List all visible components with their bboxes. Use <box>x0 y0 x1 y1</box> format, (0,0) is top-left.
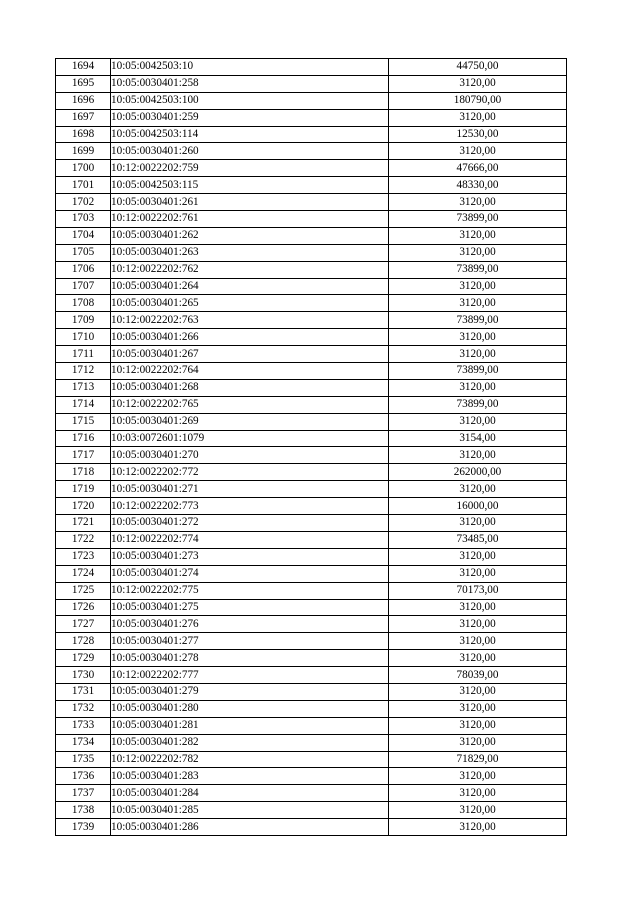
cadastral-number-cell: 10:05:0030401:283 <box>111 768 389 785</box>
row-number-cell: 1726 <box>56 599 111 616</box>
value-cell: 3120,00 <box>389 109 567 126</box>
value-cell: 3154,00 <box>389 430 567 447</box>
cadastral-number-cell: 10:05:0030401:270 <box>111 447 389 464</box>
cadastral-number-cell: 10:05:0042503:115 <box>111 177 389 194</box>
cadastral-number-cell: 10:05:0042503:10 <box>111 59 389 76</box>
cadastral-number-cell: 10:05:0030401:260 <box>111 143 389 160</box>
value-cell: 3120,00 <box>389 717 567 734</box>
row-number-cell: 1733 <box>56 717 111 734</box>
value-cell: 3120,00 <box>389 633 567 650</box>
value-cell: 3120,00 <box>389 515 567 532</box>
cadastral-number-cell: 10:12:0022202:765 <box>111 396 389 413</box>
cadastral-number-cell: 10:12:0022202:763 <box>111 312 389 329</box>
cadastral-number-cell: 10:05:0030401:263 <box>111 244 389 261</box>
row-number-cell: 1727 <box>56 616 111 633</box>
row-number-cell: 1722 <box>56 531 111 548</box>
table-row <box>56 717 567 734</box>
value-cell: 3120,00 <box>389 194 567 211</box>
table-row <box>56 667 567 684</box>
table-row <box>56 346 567 363</box>
value-cell: 3120,00 <box>389 481 567 498</box>
value-cell: 73899,00 <box>389 363 567 380</box>
table-row <box>56 363 567 380</box>
value-cell: 73899,00 <box>389 312 567 329</box>
cadastral-number-cell: 10:05:0030401:267 <box>111 346 389 363</box>
value-cell: 73485,00 <box>389 531 567 548</box>
value-cell: 73899,00 <box>389 396 567 413</box>
table-row <box>56 211 567 228</box>
value-cell: 3120,00 <box>389 616 567 633</box>
row-number-cell: 1717 <box>56 447 111 464</box>
row-number-cell: 1730 <box>56 667 111 684</box>
cadastral-number-cell: 10:05:0030401:275 <box>111 599 389 616</box>
cadastral-number-cell: 10:05:0042503:114 <box>111 126 389 143</box>
cadastral-number-cell: 10:05:0042503:100 <box>111 92 389 109</box>
cadastral-number-cell: 10:05:0030401:285 <box>111 802 389 819</box>
row-number-cell: 1703 <box>56 211 111 228</box>
row-number-cell: 1699 <box>56 143 111 160</box>
value-cell: 3120,00 <box>389 379 567 396</box>
table-row <box>56 177 567 194</box>
cadastral-number-cell: 10:05:0030401:272 <box>111 515 389 532</box>
row-number-cell: 1698 <box>56 126 111 143</box>
cadastral-number-cell: 10:05:0030401:266 <box>111 329 389 346</box>
row-number-cell: 1709 <box>56 312 111 329</box>
row-number-cell: 1716 <box>56 430 111 447</box>
value-cell: 3120,00 <box>389 244 567 261</box>
table-row <box>56 565 567 582</box>
value-cell: 44750,00 <box>389 59 567 76</box>
row-number-cell: 1711 <box>56 346 111 363</box>
table-row <box>56 633 567 650</box>
table-row <box>56 768 567 785</box>
table-row <box>56 481 567 498</box>
row-number-cell: 1705 <box>56 244 111 261</box>
table-row <box>56 734 567 751</box>
value-cell: 73899,00 <box>389 211 567 228</box>
table-row <box>56 312 567 329</box>
cadastral-number-cell: 10:05:0030401:280 <box>111 700 389 717</box>
value-cell: 3120,00 <box>389 683 567 700</box>
value-cell: 48330,00 <box>389 177 567 194</box>
value-cell: 3120,00 <box>389 278 567 295</box>
table-row <box>56 278 567 295</box>
value-cell: 3120,00 <box>389 295 567 312</box>
value-cell: 3120,00 <box>389 75 567 92</box>
table-row <box>56 126 567 143</box>
value-cell: 3120,00 <box>389 650 567 667</box>
cadastral-number-cell: 10:05:0030401:279 <box>111 683 389 700</box>
value-cell: 3120,00 <box>389 599 567 616</box>
cadastral-number-cell: 10:05:0030401:261 <box>111 194 389 211</box>
cadastral-number-cell: 10:05:0030401:269 <box>111 413 389 430</box>
table-row <box>56 160 567 177</box>
value-cell: 262000,00 <box>389 464 567 481</box>
cadastral-number-cell: 10:05:0030401:271 <box>111 481 389 498</box>
row-number-cell: 1724 <box>56 565 111 582</box>
value-cell: 3120,00 <box>389 413 567 430</box>
cadastral-number-cell: 10:05:0030401:259 <box>111 109 389 126</box>
value-cell: 3120,00 <box>389 802 567 819</box>
cadastral-number-cell: 10:05:0030401:278 <box>111 650 389 667</box>
row-number-cell: 1697 <box>56 109 111 126</box>
table-row <box>56 396 567 413</box>
value-cell: 78039,00 <box>389 667 567 684</box>
row-number-cell: 1702 <box>56 194 111 211</box>
row-number-cell: 1713 <box>56 379 111 396</box>
cadastral-number-cell: 10:12:0022202:772 <box>111 464 389 481</box>
cadastral-number-cell: 10:05:0030401:265 <box>111 295 389 312</box>
row-number-cell: 1718 <box>56 464 111 481</box>
value-cell: 3120,00 <box>389 143 567 160</box>
table-row <box>56 329 567 346</box>
cadastral-number-cell: 10:05:0030401:284 <box>111 785 389 802</box>
row-number-cell: 1739 <box>56 819 111 836</box>
table-row <box>56 447 567 464</box>
cadastral-number-cell: 10:05:0030401:282 <box>111 734 389 751</box>
cadastral-number-cell: 10:12:0022202:775 <box>111 582 389 599</box>
cadastral-number-cell: 10:12:0022202:773 <box>111 498 389 515</box>
value-cell: 3120,00 <box>389 734 567 751</box>
table-row <box>56 244 567 261</box>
table-row <box>56 59 567 76</box>
value-cell: 3120,00 <box>389 565 567 582</box>
table-row <box>56 430 567 447</box>
table-row <box>56 75 567 92</box>
table-row <box>56 751 567 768</box>
cadastral-table <box>55 58 567 836</box>
value-cell: 3120,00 <box>389 227 567 244</box>
row-number-cell: 1720 <box>56 498 111 515</box>
cadastral-number-cell: 10:12:0022202:782 <box>111 751 389 768</box>
value-cell: 70173,00 <box>389 582 567 599</box>
cadastral-number-cell: 10:05:0030401:281 <box>111 717 389 734</box>
cadastral-number-cell: 10:05:0030401:286 <box>111 819 389 836</box>
table-row <box>56 700 567 717</box>
cadastral-number-cell: 10:12:0022202:777 <box>111 667 389 684</box>
cadastral-number-cell: 10:05:0030401:262 <box>111 227 389 244</box>
row-number-cell: 1700 <box>56 160 111 177</box>
row-number-cell: 1712 <box>56 363 111 380</box>
row-number-cell: 1732 <box>56 700 111 717</box>
table-row <box>56 785 567 802</box>
value-cell: 47666,00 <box>389 160 567 177</box>
row-number-cell: 1719 <box>56 481 111 498</box>
row-number-cell: 1735 <box>56 751 111 768</box>
row-number-cell: 1721 <box>56 515 111 532</box>
row-number-cell: 1723 <box>56 548 111 565</box>
table-row <box>56 498 567 515</box>
cadastral-number-cell: 10:12:0022202:762 <box>111 261 389 278</box>
table-row <box>56 109 567 126</box>
value-cell: 3120,00 <box>389 346 567 363</box>
row-number-cell: 1706 <box>56 261 111 278</box>
row-number-cell: 1704 <box>56 227 111 244</box>
table-row <box>56 683 567 700</box>
table-row <box>56 379 567 396</box>
table-row <box>56 599 567 616</box>
table-row <box>56 582 567 599</box>
table-row <box>56 261 567 278</box>
row-number-cell: 1710 <box>56 329 111 346</box>
row-number-cell: 1694 <box>56 59 111 76</box>
table-row <box>56 227 567 244</box>
table-row <box>56 464 567 481</box>
row-number-cell: 1696 <box>56 92 111 109</box>
value-cell: 180790,00 <box>389 92 567 109</box>
row-number-cell: 1734 <box>56 734 111 751</box>
table-body <box>56 59 567 836</box>
table-row <box>56 616 567 633</box>
row-number-cell: 1729 <box>56 650 111 667</box>
value-cell: 12530,00 <box>389 126 567 143</box>
cadastral-number-cell: 10:12:0022202:764 <box>111 363 389 380</box>
table-row <box>56 143 567 160</box>
row-number-cell: 1715 <box>56 413 111 430</box>
cadastral-number-cell: 10:03:0072601:1079 <box>111 430 389 447</box>
table-row <box>56 802 567 819</box>
value-cell: 16000,00 <box>389 498 567 515</box>
row-number-cell: 1708 <box>56 295 111 312</box>
table-row <box>56 194 567 211</box>
row-number-cell: 1707 <box>56 278 111 295</box>
row-number-cell: 1738 <box>56 802 111 819</box>
value-cell: 3120,00 <box>389 819 567 836</box>
value-cell: 3120,00 <box>389 329 567 346</box>
value-cell: 3120,00 <box>389 785 567 802</box>
row-number-cell: 1701 <box>56 177 111 194</box>
cadastral-number-cell: 10:05:0030401:264 <box>111 278 389 295</box>
value-cell: 3120,00 <box>389 700 567 717</box>
cadastral-number-cell: 10:05:0030401:273 <box>111 548 389 565</box>
value-cell: 3120,00 <box>389 548 567 565</box>
cadastral-number-cell: 10:12:0022202:761 <box>111 211 389 228</box>
row-number-cell: 1714 <box>56 396 111 413</box>
cadastral-number-cell: 10:12:0022202:774 <box>111 531 389 548</box>
table-row <box>56 548 567 565</box>
cadastral-number-cell: 10:05:0030401:274 <box>111 565 389 582</box>
table-row <box>56 413 567 430</box>
table-row <box>56 531 567 548</box>
table-row <box>56 819 567 836</box>
table-row <box>56 295 567 312</box>
cadastral-number-cell: 10:05:0030401:276 <box>111 616 389 633</box>
cadastral-number-cell: 10:12:0022202:759 <box>111 160 389 177</box>
table-row <box>56 92 567 109</box>
table-row <box>56 515 567 532</box>
row-number-cell: 1731 <box>56 683 111 700</box>
row-number-cell: 1695 <box>56 75 111 92</box>
value-cell: 3120,00 <box>389 447 567 464</box>
cadastral-number-cell: 10:05:0030401:277 <box>111 633 389 650</box>
table-row <box>56 650 567 667</box>
cadastral-number-cell: 10:05:0030401:268 <box>111 379 389 396</box>
value-cell: 73899,00 <box>389 261 567 278</box>
cadastral-number-cell: 10:05:0030401:258 <box>111 75 389 92</box>
value-cell: 71829,00 <box>389 751 567 768</box>
value-cell: 3120,00 <box>389 768 567 785</box>
row-number-cell: 1725 <box>56 582 111 599</box>
row-number-cell: 1737 <box>56 785 111 802</box>
row-number-cell: 1728 <box>56 633 111 650</box>
row-number-cell: 1736 <box>56 768 111 785</box>
